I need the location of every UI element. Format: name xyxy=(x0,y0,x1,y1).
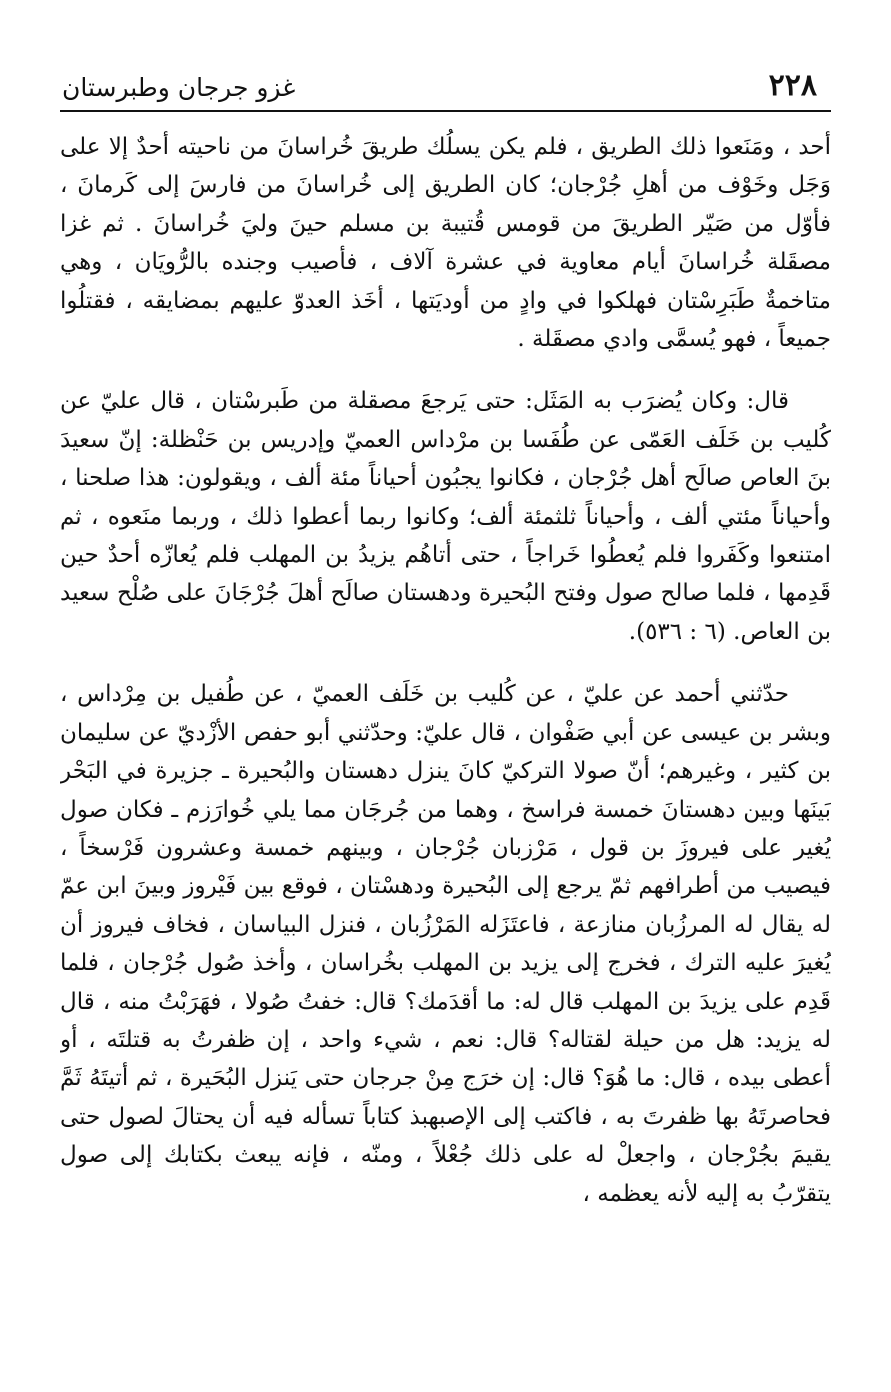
paragraph-2 xyxy=(60,382,831,651)
paragraph-3-text: حدّثني أحمد عن عليّ ، عن كُليب بن خَلَف العميّ ، عن طُفيل بن مِرْداس ، وبشر بن عيسى عن أبي صَفْوان ، قال عليّ: وحدّثني أبو حفص الأزْديّ عن سليمان بن كثير ، وغيرهم؛ أنّ صولا التركيّ كانَ ينزل دهستان والبُحيرة ـ جزيرة في البَحْر بَينَها وبين دهستانَ خمسة فراسخ ، وهما من جُرجَان مما يلي خُوارَزم ـ فكان صول يُغير على فيروزَ بن قول ، مَرْزبان جُرْجان ، وبينهم خمسة وعشرون فَرْسخاً ، فيصيب من أطرافهم ثمّ يرجع إلى البُحيرة ودهسْتان ، فوقع بين فَيْروز وبينَ ابن عمّ له يقال له المرزُبان منازعة ، فاعتَزَله المَرْزُبان ، فنزل البياسان ، فخاف فيروز أن يُغيرَ عليه الترك ، فخرج إلى يزيد بن المهلب بخُراسان ، وأخذ صُول جُرْجان ، فلما قَدِم على يزيدَ بن المهلب قال له: ما أقدَمك؟ قال: خفتُ صُولا ، فهَرَبْتُ منه ، قال له يزيد: هل من حيلة لقتاله؟ قال: نعم ، شيء واحد ، إن ظفرتُ به قتلتَه ، أو أعطى بيده ، قال: ما هُوَ؟ قال: إن خرَج مِنْ جرجان حتى يَنزل البُحَيرة ، ثم أتيتَهُ ثَمَّ فحاصرتَهُ بها ظفرتَ به ، فاكتب إلى الإصبهبذ كتاباً تسأله فيه أن يحتالَ لصول حتى يقيمَ بجُرْجان ، واجعلْ له على ذلك جُعْلاً ، ومنّه ، فإنه يبعث بكتابك إلى صول يتقرّبُ به إليه لأنه يعظمه ، xyxy=(60,681,831,1207)
running-title: غزو جرجان وطبرستان xyxy=(62,73,296,102)
page-body xyxy=(60,128,831,1372)
paragraph-1-text: أحد ، ومَنَعوا ذلك الطريق ، فلم يكن يسلُك طريقَ خُراسانَ من ناحيته أحدٌ إلا على وَجَل وخَوْف من أهلِ جُرْجان؛ كان الطريق إلى خُراسانَ من فارسَ إلى كَرمانَ ، فأوّل من صَيّر الطريقَ من قومس قُتيبة بن مسلم حينَ وليَ خُراسانَ . ثم غزا مصقَلة خُراسانَ أيام معاوية في عشرة آلاف ، فأصيب وجنده بالرُّويَان ، وهي متاخمةٌ طَبَرِسْتان فهلكوا في وادٍ من أوديَتها ، أخَذ العدوّ عليهم بمضايقه ، فقتلُوا جميعاً ، فهو يُسمَّى وادي مصقَلة . xyxy=(60,134,831,353)
page-header xyxy=(60,66,831,112)
source-citation: (٦ : ٥٣٦). xyxy=(628,618,726,645)
paragraph-1 xyxy=(60,128,831,358)
paragraph-3 xyxy=(60,675,831,1213)
paragraph-2-text: قال: وكان يُضرَب به المَثَل: حتى يَرجعَ مصقلة من طَبرسْتان ، قال عليّ عن كُليب بن خَلَف العَمّى عن طُفَسا بن مرْداس العميّ وإدريس بن حَنْظلة: إنّ سعيدَ بنَ العاص صالَح أهل جُرْجان ، فكانوا يجبُون أحياناً مئة ألف ، ويقولون: هذا صلحنا ، وأحياناً مئتي ألف ، وأحياناً ثلثمئة ألف؛ وكانوا ربما أعطوا ذلك ، وربما منَعوه ، ثم امتنعوا وكَفَروا فلم يُعطُوا خَراجاً ، حتى أتاهُم يزيدُ بن المهلب فلم يُعازّه أحدٌ حين قَدِمها ، فلما صالح صول وفتح البُحيرة ودهستان صالَح أهلَ جُرْجَانَ على صُلْح سعيد بن العاص. xyxy=(60,388,831,645)
page-number: ٢٢٨ xyxy=(768,68,817,103)
